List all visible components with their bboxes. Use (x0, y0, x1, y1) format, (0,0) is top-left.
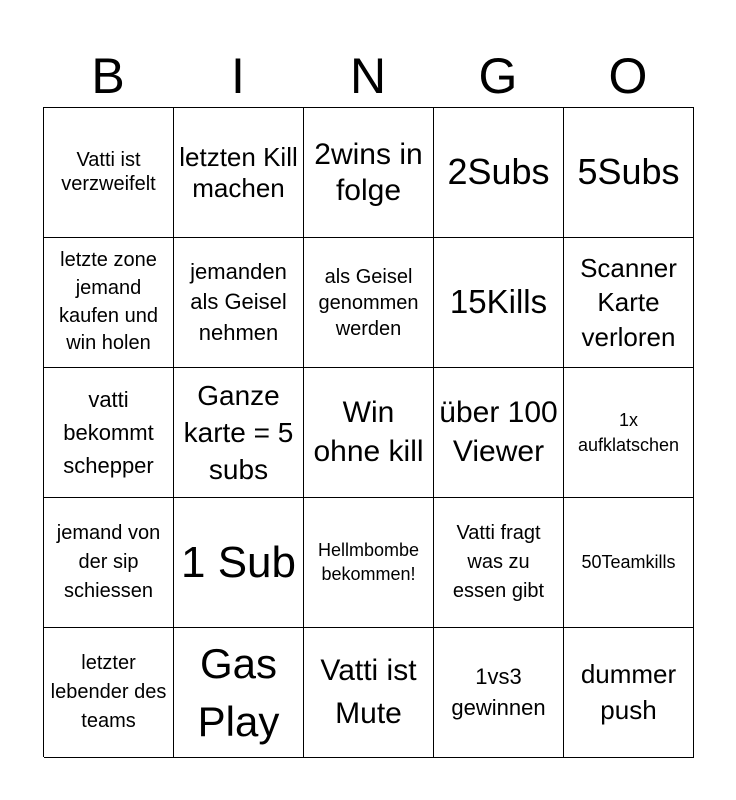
cell-text: letzte zone jemand kaufen und win holen (59, 249, 158, 355)
bingo-cell[interactable] (564, 108, 694, 238)
cell-text: dummer push (580, 658, 677, 725)
bingo-cell[interactable] (44, 238, 174, 368)
header-letter-n: N (349, 48, 387, 104)
bingo-cell[interactable] (434, 238, 564, 368)
cell-text: Scanner Karte verloren (580, 252, 677, 352)
bingo-cell[interactable] (564, 368, 694, 498)
cell-text: jemand von der sip schiessen (56, 522, 161, 602)
cell-text: Vatti fragt was zu essen gibt (452, 522, 545, 602)
bingo-header (43, 44, 693, 108)
bingo-cell[interactable] (434, 108, 564, 238)
bingo-cell[interactable] (304, 368, 434, 498)
bingo-cell[interactable] (304, 498, 434, 628)
cell-text: letzter lebender des teams (50, 652, 167, 732)
cell-text: 5Subs (577, 151, 680, 193)
bingo-cell[interactable] (174, 368, 304, 498)
cell-text: vatti bekommt schepper (63, 387, 154, 478)
cell-text: Gas Play (197, 640, 280, 745)
cell-text: Vatti ist Mute (320, 653, 417, 730)
cell-text: Hellmbombe bekommen! (317, 540, 420, 584)
bingo-cell[interactable] (174, 628, 304, 758)
cell-text: 2wins in folge (314, 138, 423, 207)
bingo-cell[interactable] (304, 628, 434, 758)
bingo-cell[interactable] (564, 498, 694, 628)
bingo-cell[interactable] (304, 238, 434, 368)
cell-text: Ganze karte = 5 subs (183, 379, 294, 486)
cell-text: letzten Kill machen (179, 142, 298, 203)
cell-text: jemanden als Geisel nehmen (190, 258, 287, 345)
cell-text: 1vs3 gewinnen (451, 664, 546, 720)
bingo-cell[interactable] (44, 108, 174, 238)
bingo-cell[interactable] (304, 108, 434, 238)
cell-text: 50Teamkills (581, 551, 676, 572)
cell-text: Vatti ist verzweifelt (61, 149, 156, 195)
bingo-cell[interactable] (434, 498, 564, 628)
bingo-cell[interactable] (174, 238, 304, 368)
bingo-cell[interactable] (564, 238, 694, 368)
bingo-cell[interactable] (174, 108, 304, 238)
bingo-cell[interactable] (564, 628, 694, 758)
cell-text: 2Subs (447, 151, 550, 193)
bingo-cell[interactable] (434, 628, 564, 758)
cell-text: 15Kills (449, 283, 548, 321)
cell-text: als Geisel genommen werden (318, 265, 419, 340)
header-letter-g: G (478, 48, 518, 104)
bingo-cell[interactable] (174, 498, 304, 628)
bingo-cell[interactable] (44, 628, 174, 758)
header-letter-b: B (91, 48, 125, 104)
bingo-grid (43, 107, 694, 757)
cell-text: 1 Sub (181, 537, 296, 587)
cell-text: Win ohne kill (313, 396, 424, 468)
header-letter-o: O (608, 48, 648, 104)
bingo-cell[interactable] (44, 498, 174, 628)
bingo-cell[interactable] (44, 368, 174, 498)
cell-text: über 100 Viewer (439, 396, 558, 468)
header-letter-i: I (231, 48, 245, 104)
bingo-cell[interactable] (434, 368, 564, 498)
cell-text: 1x aufklatschen (577, 410, 680, 455)
